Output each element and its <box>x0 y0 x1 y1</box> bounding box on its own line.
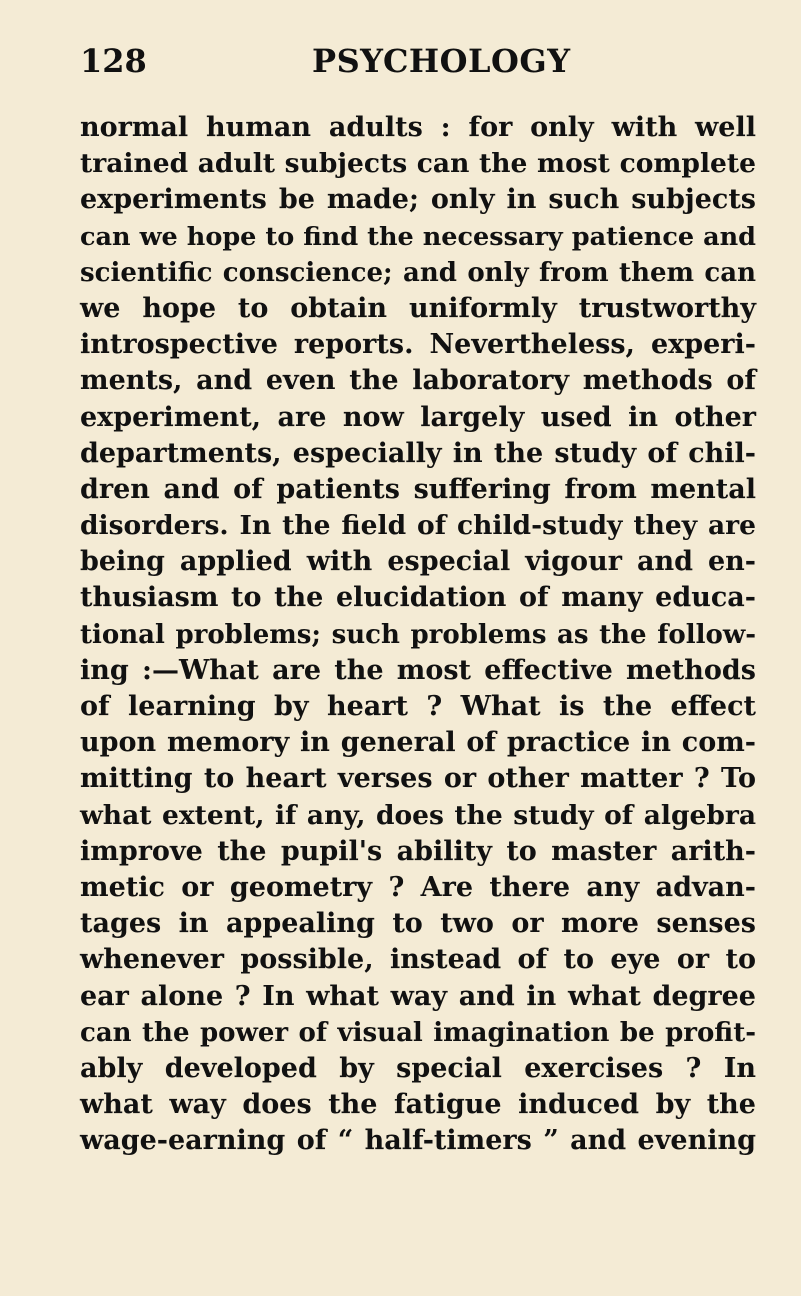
text-line: introspective reports. Nevertheless, experi- <box>80 329 756 361</box>
page-number: 128 <box>80 42 147 80</box>
text-line: trained adult subjects can the most complete <box>80 148 756 180</box>
text-line: disorders. In the field of child-study they are <box>80 510 756 542</box>
text-line: we hope to obtain uniformly trustworthy <box>80 292 756 324</box>
page-header <box>0 41 801 91</box>
text-line: of learning by heart ? What is the effect <box>80 691 756 722</box>
text-line: dren and of patients suffering from mental <box>80 473 756 505</box>
text-line: what extent, if any, does the study of algebra <box>80 799 756 831</box>
text-line: ear alone ? In what way and in what degree <box>80 980 756 1012</box>
text-line: what way does the fatigue induced by the <box>80 1089 756 1121</box>
running-head: PSYCHOLOGY <box>312 42 571 80</box>
text-line: wage-earning of “ half-timers ” and evening <box>80 1125 756 1157</box>
text-line: scientific conscience; and only from them can <box>80 257 756 288</box>
text-line: tages in appealing to two or more senses <box>80 908 756 940</box>
text-line: improve the pupil's ability to master arith- <box>80 835 756 867</box>
text-line: can the power of visual imagination be profit- <box>80 1017 756 1048</box>
text-line: can we hope to find the necessary patience and <box>80 221 756 252</box>
text-line: normal human adults : for only with well <box>80 112 756 143</box>
text-line: whenever possible, instead of to eye or to <box>80 944 756 976</box>
text-line: mitting to heart verses or other matter ? To <box>80 763 756 795</box>
text-line: ably developed by special exercises ? In <box>80 1052 756 1084</box>
text-line: ing :—What are the most effective methods <box>80 654 756 686</box>
text-line: ments, and even the laboratory methods of <box>80 365 756 397</box>
text-line: departments, especially in the study of chil- <box>80 437 756 469</box>
text-line: experiments be made; only in such subjects <box>80 184 756 216</box>
text-line: being applied with especial vigour and en- <box>80 546 756 578</box>
text-line: upon memory in general of practice in com- <box>80 727 756 759</box>
text-line: thusiasm to the elucidation of many educa- <box>80 582 756 614</box>
text-line: experiment, are now largely used in other <box>80 401 756 433</box>
text-line: tional problems; such problems as the follow- <box>80 619 756 650</box>
body-paragraph <box>80 110 756 1159</box>
text-line: metic or geometry ? Are there any advan- <box>80 871 756 903</box>
